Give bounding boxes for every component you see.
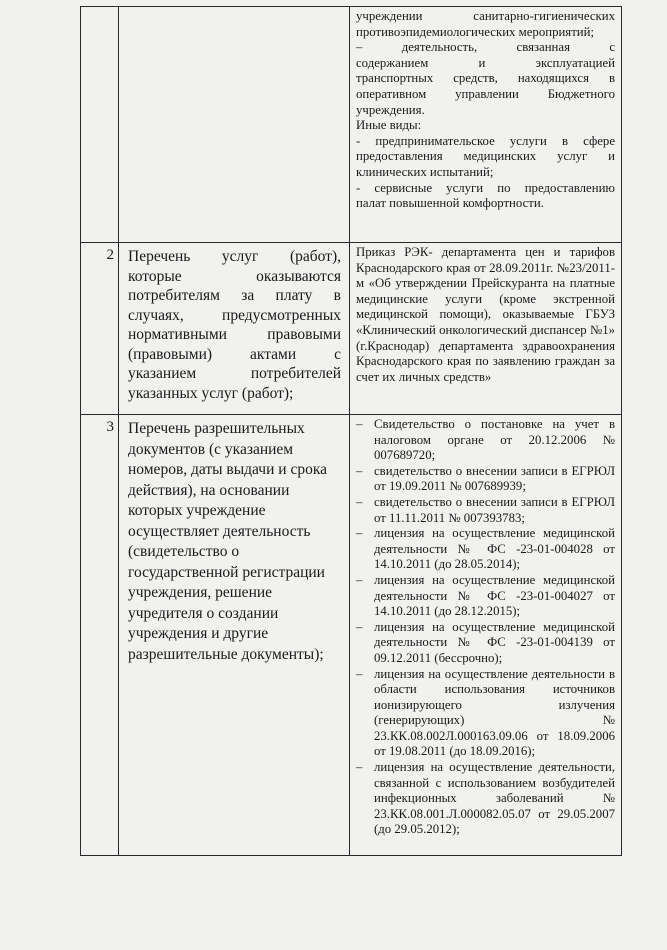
list-dash: –: [356, 619, 363, 634]
content-line: Иные виды:: [356, 118, 422, 133]
list-item: [356, 620, 615, 667]
list-item: [356, 526, 615, 573]
list-item-text: лицензия на осуществление медицинской деятельности № ФС -23-01-004139 от 09.12.2011 (бессрочно);: [374, 619, 615, 665]
content-line: учреждения.: [356, 102, 425, 117]
content-line: - сервисные услуги по предоставлению: [356, 180, 615, 195]
table-row: [81, 415, 622, 856]
content-line: палат повышенной комфортности.: [356, 196, 544, 211]
list-item-text: лицензия на осуществление медицинской деятельности № ФС -23-01-004028 от 14.10.2011 (до 28.05.2014);: [374, 526, 615, 572]
data-table: [80, 6, 622, 856]
list-item-text: лицензия на осуществление деятельности в области использования источников ионизирующего излучения (генерирующих) № 23.КК.08.002Л.000163.09.06 от 18.09.2006 от 19.08.2011 (до 18.09.2016);: [374, 666, 615, 759]
row-content: [350, 7, 622, 243]
row-content: [350, 243, 622, 415]
content-line: содержанием и эксплуатацией: [356, 55, 615, 70]
list-item: [356, 760, 615, 838]
content-line: противоэпидемиологических мероприятий;: [356, 24, 595, 39]
list-item-text: свидетельство о внесении записи в ЕГРЮЛ от 11.11.2011 № 007393783;: [374, 494, 615, 525]
content-line: - предпринимательское услуги в сфере: [356, 133, 615, 148]
list-item-text: Свидетельство о постановке на учет в налоговом органе от 20.12.2006 № 007689720;: [374, 417, 615, 463]
list-item: [356, 464, 615, 495]
content-lines: [356, 9, 615, 212]
content-line: клинических испытаний;: [356, 164, 494, 179]
content-line: учреждении санитарно-гигиенических: [356, 9, 615, 23]
list-dash: –: [356, 526, 363, 541]
list-dash: –: [356, 494, 363, 509]
content-line: оперативном управлении Бюджетного: [356, 86, 615, 101]
list-dash: –: [356, 760, 363, 775]
row-number: [81, 7, 119, 243]
list-item-text: свидетельство о внесении записи в ЕГРЮЛ от 19.09.2011 № 007689939;: [374, 463, 615, 494]
row-number: 2: [81, 243, 119, 415]
list-dash: –: [356, 666, 363, 681]
list-item: [356, 573, 615, 620]
row-number: 3: [81, 415, 119, 856]
list-item: [356, 417, 615, 464]
row-title: Перечень разрешительных документов (с указанием номеров, даты выдачи и срока действия), на основании которых учреждение осуществляет деятельность (свидетельство о государственной регистрации учреждения, решение учредителя о создании учреждения и другие разрешительные документы);: [119, 415, 350, 856]
content-line: – деятельность, связанная с: [356, 40, 615, 55]
row-title: Перечень услуг (работ), которые оказываются потребителям за плату в случаях, предусмотренных нормативными правовыми (правовыми) актами с указанием потребителей указанных услуг (работ);: [119, 243, 350, 415]
list-dash: –: [356, 417, 363, 431]
list-item: [356, 495, 615, 526]
list-dash: –: [356, 572, 363, 587]
document-list: [356, 417, 615, 838]
row-title: [119, 7, 350, 243]
row-content: [350, 415, 622, 856]
list-item-text: лицензия на осуществление медицинской деятельности № ФС -23-01-004027 от 14.10.2011 (до 28.12.2015);: [374, 572, 615, 619]
content-line: транспортных средств, находящихся в: [356, 71, 615, 86]
list-item: [356, 667, 615, 761]
content-text: Приказ РЭК- департамента цен и тарифов Краснодарского края от 28.09.2011г. №23/2011-м «Об утверждении Прейскуранта на платные медицинские услуги (кроме экстренной медицинской помощи), оказываемые ГБУЗ «Клинический онкологический диспансер №1» (г.Краснодар) департамента здравоохранения Краснодарского края по заявлению граждан за счет их личных средств»: [356, 245, 615, 384]
table-row: [81, 7, 622, 243]
list-dash: –: [356, 463, 363, 478]
list-item-text: лицензия на осуществление деятельности, связанной с использованием возбудителей инфекционных заболеваний № 23.КК.08.001.Л.000082.05.07 от 29.05.2007 (до 29.05.2012);: [374, 760, 615, 837]
content-line: предоставления медицинских услуг и: [356, 149, 615, 164]
table-row: [81, 243, 622, 415]
